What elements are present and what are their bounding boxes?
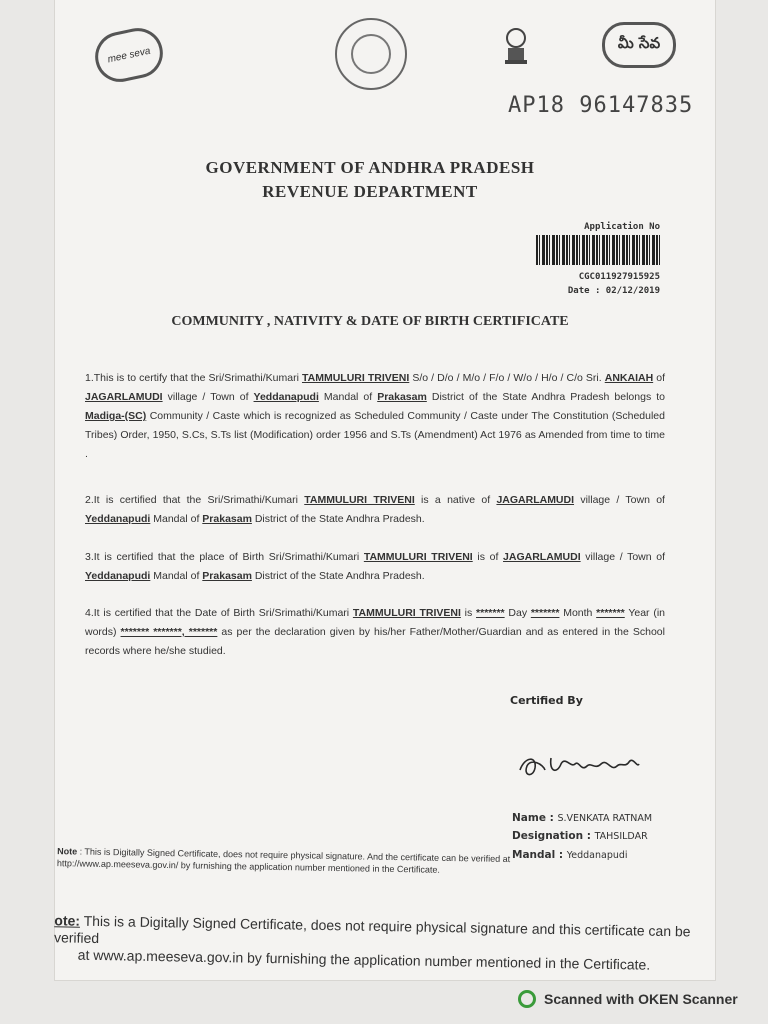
paragraph-community: 1.This is to certify that the Sri/Srimathi/Kumari TAMMULURI TRIVENI S/o / D/o / M/o / F/o / W/o / H/o / C/o Sri. ANKAIAH of JAGARLAMUDI village / Town of Yeddanapudi Mandal of Prakasam District of the State Andhra Pradesh belongs to Madiga-(SC) Community / Caste which is recognized as Scheduled Community / Caste under The Constitution (Scheduled Tribes) Order, 1950, S.Cs, S.Ts list (Modification) order 1956 and S.Ts (Amendment) Act 1976 as Amended from time to time . (85, 372, 665, 460)
signature-icon (515, 738, 645, 788)
officer-designation-row: Designation : TAHSILDAR (512, 830, 648, 842)
officer-name-row: Name : S.VENKATA RATNAM (512, 812, 653, 824)
certified-by-label: Certified By (510, 694, 583, 707)
paragraph-birthplace: 3.It is certified that the place of Birth Sri/Srimathi/Kumari TAMMULURI TRIVENI is of JAGARLAMUDI village / Town of Yeddanapudi Mandal of Prakasam District of the State Andhra Pradesh. (85, 551, 666, 582)
certificate-title: COMMUNITY , NATIVITY & DATE OF BIRTH CERTIFICATE (171, 314, 569, 329)
meeseva-logo-right (602, 22, 676, 68)
scanner-watermark (518, 990, 738, 1008)
oken-scanner-icon (518, 990, 536, 1008)
meeseva-logo-right-text: మీ సేవ (617, 34, 661, 52)
officer-mandal-row: Mandal : Yeddanapudi (512, 849, 628, 861)
officer-mandal: Yeddanapudi (566, 850, 628, 861)
government-title: GOVERNMENT OF ANDHRA PRADESH (205, 158, 535, 177)
state-emblem-icon (500, 26, 532, 66)
meeseva-logo-left-text: mee seva (106, 45, 152, 65)
serial-number: AP18 96147835 (508, 93, 694, 118)
application-date: Date : 02/12/2019 (567, 286, 660, 296)
scanner-text: Scanned with OKEN Scanner (544, 991, 738, 1007)
barcode-icon (536, 235, 660, 265)
application-block (520, 222, 660, 296)
footer-notice: ote: This is a Digitally Signed Certificate, does not require physical signature and this certificate can be verified at www.ap.meeseva.gov.in by furnishing the application number mentioned in the Certificate. (53, 912, 691, 973)
officer-designation: TAHSILDAR (594, 831, 648, 842)
paragraph-nativity: 2.It is certified that the Sri/Srimathi/Kumari TAMMULURI TRIVENI is a native of JAGARLAMUDI village / Town of Yeddanapudi Mandal of Prakasam District of the State Andhra Pradesh. (85, 494, 665, 525)
note-text: Note : This is Digitally Signed Certificate, does not require physical signature. And the certificate can be verified at http://www.ap.meeseva.gov.in/ by furnishing the application number mentioned in the Certificate. (56, 846, 511, 875)
officer-name: S.VENKATA RATNAM (557, 813, 653, 824)
application-label: Application No (584, 222, 660, 232)
paragraph-date-of-birth: 4.It is certified that the Date of Birth Sri/Srimathi/Kumari TAMMULURI TRIVENI is ******* Day ******* Month ******* Year (in words) ******* *******, ******* as per the declaration given by his/her Father/Mother/Guardian and as entered in the School records where he/she studied. (85, 607, 665, 657)
seal-icon (335, 18, 407, 90)
department-title: REVENUE DEPARTMENT (262, 182, 478, 201)
application-number: CGC011927915925 (578, 272, 660, 282)
